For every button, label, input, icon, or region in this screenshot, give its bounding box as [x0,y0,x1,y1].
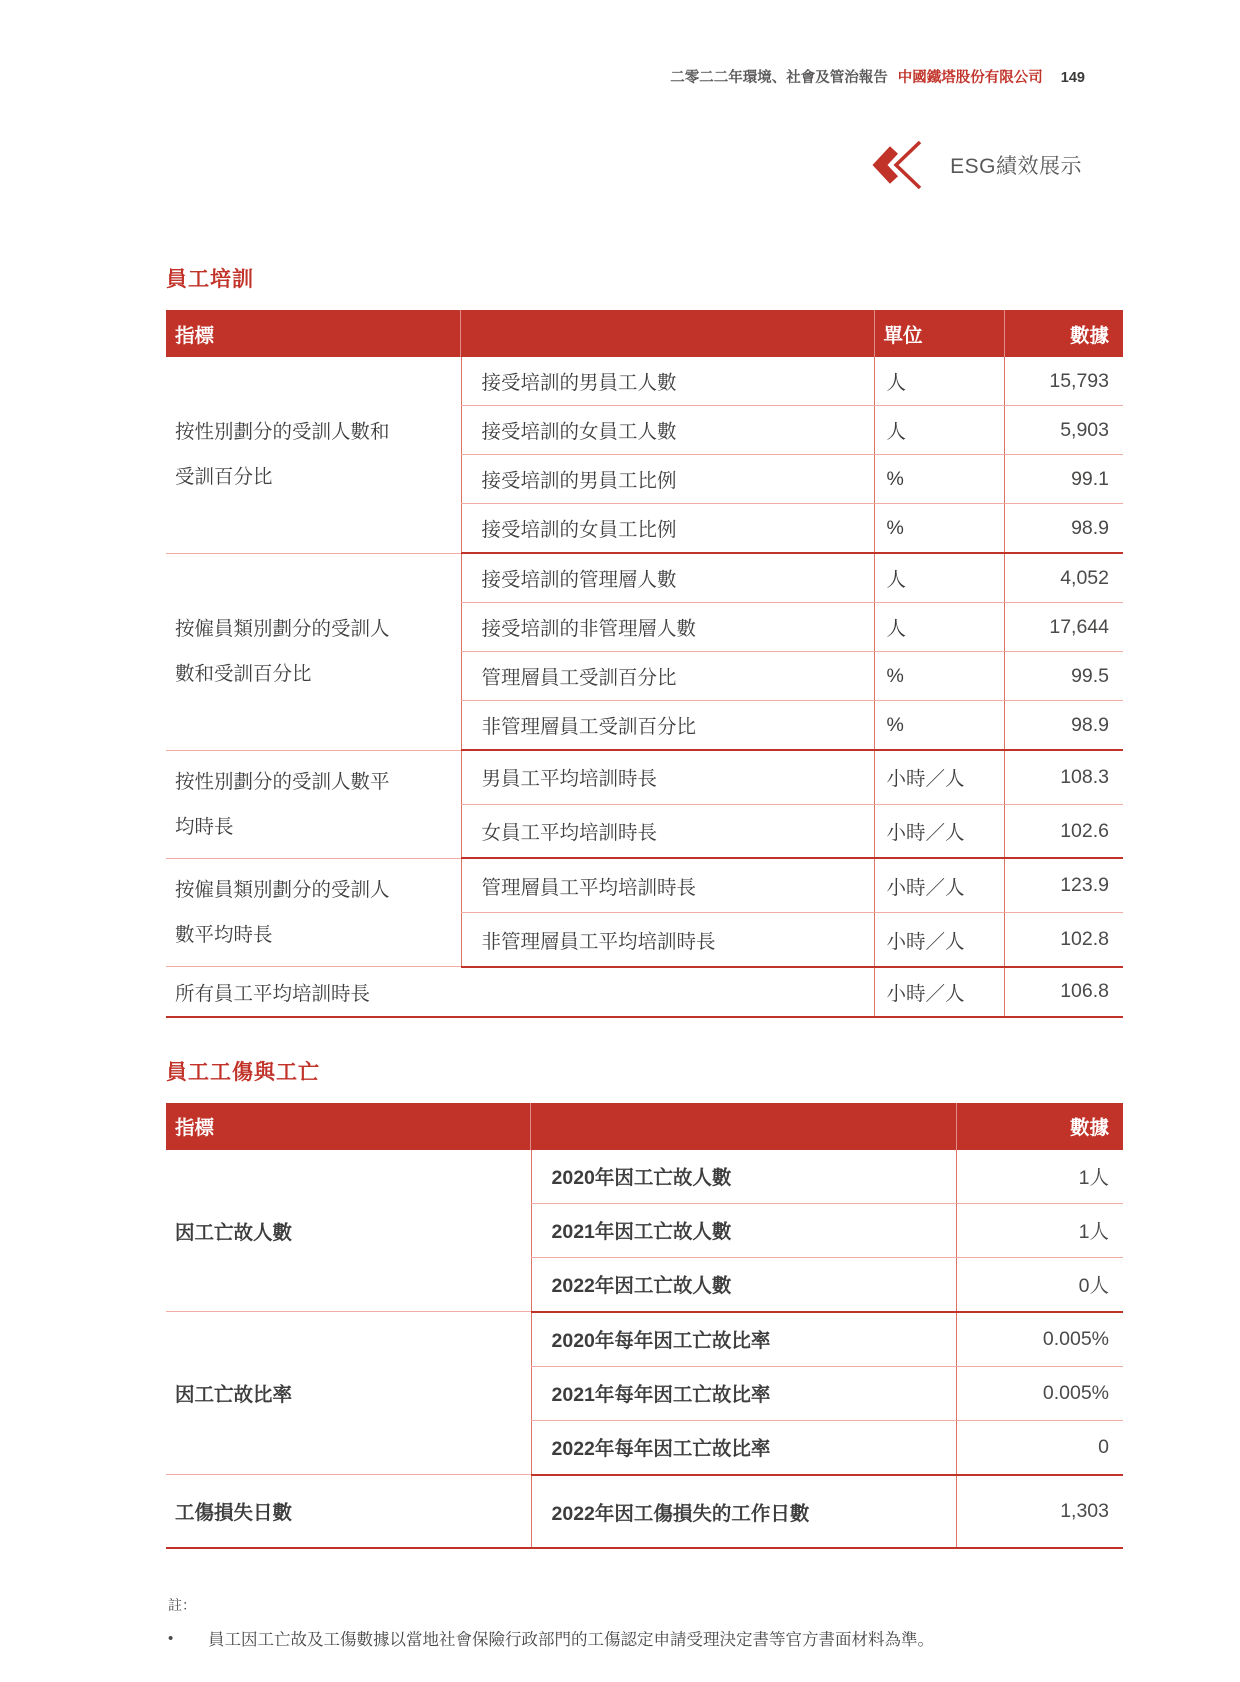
row-unit: 人 [874,553,1004,603]
row-value: 99.1 [1004,455,1123,504]
col-header-value: 數據 [1004,310,1123,357]
row-unit: 小時／人 [874,750,1004,804]
row-item: 2022年因工傷損失的工作日數 [531,1475,956,1549]
row-value: 0.005% [956,1366,1123,1420]
col-header-indicator: 指標 [166,1103,956,1150]
group-label: 按僱員類別劃分的受訓人數平均時長 [166,858,461,966]
row-item: 接受培訓的女員工人數 [461,406,874,455]
table-row [166,858,1123,912]
row-value: 1人 [956,1150,1123,1204]
row-value: 15,793 [1004,357,1123,406]
row-value: 98.9 [1004,701,1123,751]
group-label: 按僱員類別劃分的受訓人數和受訓百分比 [166,553,461,750]
group-label: 工傷損失日數 [166,1475,531,1549]
row-value: 17,644 [1004,603,1123,652]
row-unit: 小時／人 [874,913,1004,967]
row-item: 2021年因工亡故人數 [531,1203,956,1257]
row-value: 123.9 [1004,858,1123,912]
company-name: 中國鐵塔股份有限公司 [897,70,1043,86]
row-value: 5,903 [1004,406,1123,455]
training-table [166,310,1123,1018]
table-row [166,750,1123,804]
training-section-title: 員工培訓 [166,268,254,291]
footnote-label: 註： [168,1597,196,1614]
row-item: 2022年每年因工亡故比率 [531,1420,956,1475]
injury-table [166,1103,1123,1550]
group-label: 因工亡故人數 [166,1150,531,1312]
row-unit: 人 [874,603,1004,652]
row-unit: 小時／人 [874,858,1004,912]
total-value: 106.8 [1004,967,1123,1017]
report-title: 二零二二年環境、社會及管治報告 [670,70,888,86]
row-unit: 人 [874,406,1004,455]
row-value: 98.9 [1004,504,1123,554]
row-value: 99.5 [1004,652,1123,701]
group-label: 按性別劃分的受訓人數和受訓百分比 [166,357,461,553]
row-value: 1人 [956,1203,1123,1257]
row-item: 接受培訓的女員工比例 [461,504,874,554]
row-value: 1,303 [956,1475,1123,1549]
col-header-unit: 單位 [874,310,1004,357]
row-item: 2020年因工亡故人數 [531,1150,956,1204]
row-unit: 小時／人 [874,804,1004,858]
col-header-indicator: 指標 [166,310,874,357]
footnote [168,1595,1240,1653]
row-item: 男員工平均培訓時長 [461,750,874,804]
row-value: 0人 [956,1257,1123,1312]
table-row [166,1312,1123,1367]
total-label: 所有員工平均培訓時長 [166,967,874,1017]
row-item: 非管理層員工受訓百分比 [461,701,874,751]
table-row [166,1475,1123,1549]
row-unit: % [874,652,1004,701]
table-row [166,553,1123,603]
total-unit: 小時／人 [874,967,1004,1017]
row-unit: 人 [874,357,1004,406]
table-total-row [166,967,1123,1017]
table-row [166,357,1123,406]
injury-section-title: 員工工傷與工亡 [166,1060,320,1084]
row-value: 102.6 [1004,804,1123,858]
injury-header-row [166,1103,1123,1150]
footnote-bullet-row [168,1628,1240,1653]
col-header-value: 數據 [956,1103,1123,1150]
row-unit: % [874,455,1004,504]
row-item: 非管理層員工平均培訓時長 [461,913,874,967]
row-item: 2020年每年因工亡故比率 [531,1312,956,1367]
page-header [0,0,1240,87]
page-number: 149 [1060,70,1085,86]
row-value: 4,052 [1004,553,1123,603]
group-label: 按性別劃分的受訓人數平均時長 [166,750,461,858]
esg-section-banner [0,139,1240,191]
row-unit: % [874,504,1004,554]
row-item: 2021年每年因工亡故比率 [531,1366,956,1420]
row-unit: % [874,701,1004,751]
row-item: 管理層員工受訓百分比 [461,652,874,701]
row-value: 0.005% [956,1312,1123,1367]
row-value: 0 [956,1420,1123,1475]
row-item: 接受培訓的男員工人數 [461,357,874,406]
double-chevron-left-icon [870,139,934,191]
group-label: 因工亡故比率 [166,1312,531,1475]
footnote-text: 員工因工亡故及工傷數據以當地社會保險行政部門的工傷認定申請受理決定書等官方書面材料為準。 [208,1631,934,1650]
table-row [166,1150,1123,1204]
esg-section-label: ESG績效展示 [950,155,1082,178]
row-item: 接受培訓的管理層人數 [461,553,874,603]
row-item: 管理層員工平均培訓時長 [461,858,874,912]
row-item: 2022年因工亡故人數 [531,1257,956,1312]
bullet-icon: • [168,1630,174,1648]
training-header-row [166,310,1123,357]
row-item: 接受培訓的男員工比例 [461,455,874,504]
row-item: 接受培訓的非管理層人數 [461,603,874,652]
row-value: 108.3 [1004,750,1123,804]
row-item: 女員工平均培訓時長 [461,804,874,858]
row-value: 102.8 [1004,913,1123,967]
